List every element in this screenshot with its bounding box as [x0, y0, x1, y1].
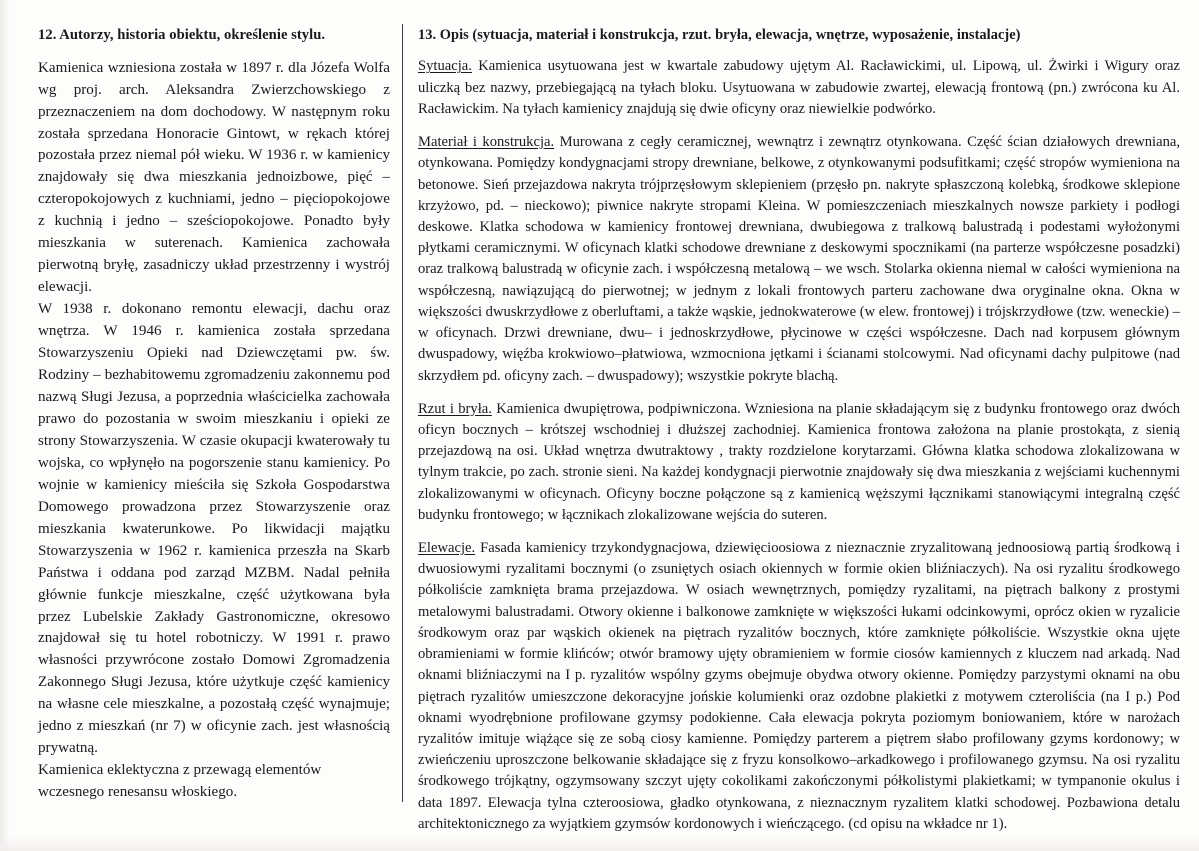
subsection-rzut-bryla-text: Kamienica dwupiętrowa, podpiwniczona. Wzniesiona na planie składającym się z budynku frontowego oraz dwóch oficyn bocznych – krótszej wschodniej i dłuższej zachodniej. Kamienica frontowa założona na planie prostokąta, z sienią przejazdową na osi. Układ wnętrza dwutraktowy , trakty rozdzielone korytarzami. Główna klatka schodowa zlokalizowana w tylnym trakcie, po zach. stronie sieni. Na każdej kondygnacji pierwotnie znajdowały się dwa mieszkania z wejściami kuchennymi zlokalizowanymi w oficynach. Oficyny boczne połączone są z kamienicą węższymi łącznikami stanowiącymi integralną część budynku frontowego; w łącznikach zlokalizowane wejścia do suteren.	[418, 400, 1180, 523]
column-right-section-13	[418, 26, 1180, 835]
subsection-material-konstrukcja-text: Murowana z cegły ceramicznej, wewnątrz i zewnątrz otynkowana. Część ścian działowych drewniana, otynkowana. Pomiędzy kondygnacjami stropy drewniane, belkowe, z otynkowanymi podsufitkami; część stropów wymieniona na betonowe. Sień przejazdowa nakryta trójprzęsłowym sklepieniem (przęsło pn. nakryte spłaszczoną kolebką, środkowe sklepione krzyżowo, pd. – nieckowo); piwnice nakryte stropami Kleina. W pomieszczeniach mieszkalnych nowsze parkiety i podłogi deskowe. Klatka schodowa w kamienicy frontowej drewniana, dwubiegowa z tralkową balustradą i podestami wyłożonymi płytkami ceramicznymi. W oficynach klatki schodowe drewniane z deskowymi spocznikami (na parterze współczesne posadzki) oraz tralkową balustradą w oficynie zach. i współczesną metalową – we wsch. Stolarka okienna niemal w całości wymieniona na współczesną, nawiązującą do pierwotnej; w jednym z lokali frontowych parteru zachowane dwa oryginalne okna. Okna w większości dwuskrzydłowe z oberluftami, a także wąskie, jednokwaterowe (w elew. frontowej) i trójskrzydłowe (tzw. weneckie) – w oficynach. Drzwi drewniane, dwu– i jednoskrzydłowe, płycinowe w części współczesne. Dach nad korpusem głównym dwuspadowy, więźba krokwiowo–płatwiowa, wzmocniona jętkami i ścianami stolcowymi. Nad oficynami dachy pulpitowe (nad skrzydłem pd. oficyny zach. – dwuspadowy); wszystkie pokryte blachą.	[418, 134, 1180, 384]
subsection-material-konstrukcja	[418, 132, 1180, 387]
column-left-section-12	[38, 26, 390, 804]
subsection-sytuacja-label: Sytuacja.	[418, 58, 472, 75]
section-12-style-summary: Kamienica eklektyczna z przewagą elementów wczesnego renesansu włoskiego.	[38, 762, 322, 801]
subsection-elewacje-label: Elewacje.	[418, 540, 476, 557]
section-13-heading: 13. Opis (sytuacja, materiał i konstrukcja, rzut. bryła, elewacja, wnętrze, wyposażenie, instalacje)	[418, 27, 1021, 43]
subsection-elewacje	[418, 538, 1180, 835]
section-12-heading: 12. Autorzy, historia obiektu, określenie stylu.	[38, 27, 326, 43]
section-12-paragraph-2: W 1938 r. dokonano remontu elewacji, dachu oraz wnętrza. W 1946 r. kamienica została sprzedana Stowarzyszeniu Opieki nad Dziewczętami pw. św. Rodziny – bezhabitowemu zgromadzeniu zakonnemu pod nazwą Sługi Jezusa, a poprzednia właścicielka zachowała prawo do pozostania w swoim mieszkaniu i opieki ze strony Stowarzyszenia. W czasie okupacji kwaterowały tu wojska, co wpłynęło na pogorszenie stanu kamienicy. Po wojnie w kamienicy mieściła się Szkoła Gospodarstwa Domowego prowadzona przez Stowarzyszenie oraz mieszkania kwaterunkowe. Po likwidacji majątku Stowarzyszenia w 1962 r. kamienica przeszła na Skarb Państwa i oddana pod zarząd MZBM. Nadal pełniła głównie funkcje mieszkalne, część użytkowana była przez Lubelskie Zakłady Gastronomiczne, okresowo znajdował się tu hotel robotniczy. W 1991 r. prawo własności przywrócone zostało Domowi Zgromadzenia Zakonnego Sługi Jezusa, które użytkuje część kamienicy na własne cele mieszkalne, a pozostałą część wynajmuje; jedno z mieszkań (nr 7) w oficynie zach. jest własnością prywatną.	[38, 301, 390, 757]
column-divider-rule	[402, 24, 403, 802]
subsection-rzut-bryla	[418, 399, 1180, 526]
subsection-sytuacja	[418, 56, 1180, 120]
subsection-material-konstrukcja-label: Materiał i konstrukcja.	[418, 134, 555, 151]
subsection-rzut-bryla-label: Rzut i bryła.	[418, 400, 492, 417]
subsection-elewacje-text: Fasada kamienicy trzykondygnacjowa, dziewięcioosiowa z nieznacznie zryzalitowaną jednoosiową partią środkową i dwuosiowymi ryzalitami bocznymi (o zsuniętych osiach okiennych w formie okien bliźniaczych). Na osi ryzalitu środkowego półkoliście zamknięta brama przejazdowa. W osiach wewnętrznych, pomiędzy ryzalitami, na piętrach balkony z prostymi metalowymi balustradami. Otwory okienne i balkonowe zamknięte w większości łukami odcinkowymi, oprócz okien w ryzalicie środkowym oraz par wąskich okienek na piętrach ryzalitów bocznych, które zamknięte półkoliście. Wszystkie okna ujęte obramieniami w formie klińców; otwór bramowy ujęty obramieniem w formie ciosów kamiennych z kluczem nad arkadą. Nad oknami bliźniaczymi na I p. ryzalitów wspólny gzyms obejmuje obydwa otwory okienne. Pomiędzy parzystymi oknami na obu piętrach ryzalitów umieszczone dekoracyjne jońskie kolumienki oraz ozdobne plakietki z motywem czteroliścia (na I p.) Pod oknami wyodrębnione profilowane gzymsy podokienne. Cała elewacja pokryta poziomym boniowaniem, które w narożach ryzalitów imituje wiążące się ze sobą ciosy kamienne. Pomiędzy parterem a piętrem słabo profilowany gzyms kordonowy; w zwieńczeniu uproszczone belkowanie składające się z fryzu konsolkowo–arkadkowego i profilowanego gzymsu. Na osi ryzalitu środkowego trójkątny, ogzymsowany szczyt ujęty cokolikami zakończonymi półkolistymi plakietkami; w tympanonie okulus i data 1897. Elewacja tylna czteroosiowa, gładko otynkowana, z nieznacznym ryzalitem klatki schodowej. Pozbawiona detalu architektonicznego za wyjątkiem gzymsów kordonowych i wieńczącego. (cd opisu na wkładce nr 1).	[418, 540, 1180, 832]
section-12-paragraph-1: Kamienica wzniesiona została w 1897 r. dla Józefa Wolfa wg proj. arch. Aleksandra Zwierzchowskiego z przeznaczeniem na dom dochodowy. W następnym roku została sprzedana Honoracie Gintowt, w rękach której pozostała przez niemal pół wieku. W 1936 r. w kamienicy znajdowały się dwa mieszkania jednoizbowe, pięć – czteropokojowych z kuchniami, jedno – pięciopokojowe z kuchnią i jedno – sześciopokojowe. Ponadto były mieszkania w suterenach. Kamienica zachowała pierwotną bryłę, zasadniczy układ przestrzenny i wystrój elewacji.	[38, 59, 390, 296]
subsection-sytuacja-text: Kamienica usytuowana jest w kwartale zabudowy ujętym Al. Racławickimi, ul. Lipową, ul. Żwirki i Wigury oraz uliczką bez nazwy, przebiegającą na tyłach bloku. Usytuowana w zabudowie zwartej, elewacją frontową (pn.) zwrócona ku Al. Racławickim. Na tyłach kamienicy znajdują się dwie oficyny oraz niewielkie podwórko.	[418, 58, 1180, 117]
